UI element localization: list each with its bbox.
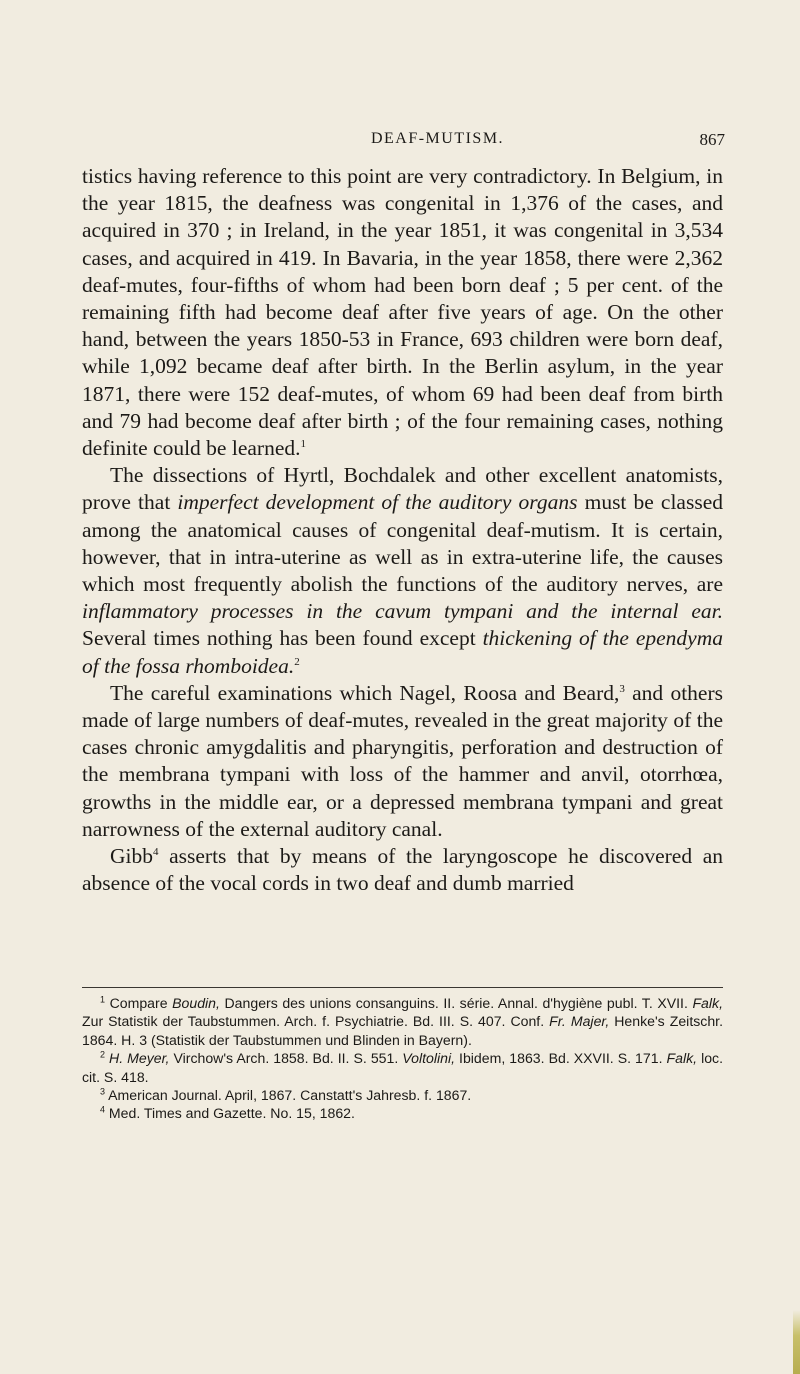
paragraph [82, 462, 723, 680]
italic-text: H. Meyer, [109, 1050, 170, 1067]
text-run: The careful examinations which Nagel, Roosa and Beard, [110, 680, 620, 705]
footnote-ref: 2 [294, 655, 300, 668]
italic-text: inflammatory processes in the cavum tympani and the internal ear. [82, 599, 723, 624]
paragraph [82, 163, 723, 462]
paragraph [82, 843, 723, 897]
text-run: American Journal. April, 1867. Canstatt's Jahresb. f. 1867. [105, 1087, 472, 1104]
text-run: The dissections of Hyrtl, Bochdalek and other excellent anatomists, prove that [82, 463, 723, 515]
text-run: Med. Times and Gazette. No. 15, 1862. [105, 1105, 355, 1122]
footnotes [82, 994, 723, 1123]
footnote-ref: 3 [100, 1086, 106, 1097]
body-text [82, 163, 723, 897]
italic-text: imperfect development of the auditory organs [177, 490, 578, 515]
italic-text: thickening of the ependyma of the fossa rhomboidea. [82, 626, 723, 678]
footnote [82, 1049, 723, 1086]
italic-text: Boudin, [172, 995, 220, 1011]
text-run: Several times nothing has been found except [82, 626, 483, 651]
footnote [82, 1104, 723, 1122]
page-header [150, 130, 725, 154]
page-number: 867 [699, 130, 725, 149]
footnote-ref: 2 [100, 1049, 106, 1060]
text-run: asserts that by means of the laryngoscope he discovered an absence of the vocal cords in two deaf and dumb married [82, 844, 723, 896]
footnote-ref: 4 [153, 845, 159, 858]
italic-text: Falk, [692, 995, 723, 1011]
text-run: Ibidem, 1863. Bd. XXVII. S. 171. [455, 1050, 667, 1067]
running-head: DEAF-MUTISM. [370, 130, 505, 147]
text-run: Gibb [110, 844, 153, 869]
footnote [82, 994, 723, 1049]
paragraph [82, 680, 723, 843]
footnote-ref: 3 [619, 682, 625, 695]
text-run: Dangers des unions consanguins. II. série. Annal. d'hygiène publ. T. XVII. [219, 995, 693, 1011]
text-run: must be classed among the anatomical causes of congenital deaf-mutism. It is certain, however, that in intra-uterine as well as in extra-uterine life, the causes which most frequently abolish the functions of the auditory nerves, are [82, 490, 723, 597]
text-run: Zur Statistik der Taubstummen. Arch. f. Psychiatrie. Bd. III. S. 407. Conf. [82, 1013, 550, 1030]
text-run: and others made of large numbers of deaf-mutes, revealed in the great majority of the cases chronic amygdalitis and pharyngitis, perforation and destruction of the membrana tympani with loss of the hammer and anvil, otorrhœa, growths in the middle ear, or a depressed membrana tympani and great narrowness of the external auditory canal. [82, 680, 723, 841]
footnote [82, 1086, 723, 1104]
text-run: tistics having reference to this point are very contradictory. In Belgium, in the year 1815, the deafness was congenital in 1,376 of the cases, and acquired in 370 ; in Ireland, in the year 1851, it was congenital in 3,534 cases, and acquired in 419. In Bavaria, in the year 1858, there were 2,362 deaf-mutes, four-fifths of whom had been born deaf ; 5 per cent. of the remaining fifth had become deaf after five years of age. On the other hand, between the years 1850-53 in France, 693 children were born deaf, while 1,092 became deaf after birth. In the Berlin asylum, in the year 1871, there were 152 deaf-mutes, of whom 69 had been deaf from birth and 79 had become deaf after birth ; of the four remaining cases, nothing definite could be learned. [82, 164, 723, 461]
page-edge-discoloration [793, 1310, 800, 1374]
italic-text: Fr. Majer, [549, 1013, 610, 1030]
italic-text: Falk, [666, 1050, 698, 1067]
text-run: loc. cit. S. 418. [82, 1050, 724, 1085]
text-run: Virchow's Arch. 1858. Bd. II. S. 551. [169, 1050, 403, 1067]
text-run: Compare [105, 995, 173, 1011]
text-run: Henke's Zeitschr. 1864. H. 3 (Statistik der Taubstummen und Blinden in Bayern). [82, 1013, 723, 1048]
footnote-ref: 1 [100, 994, 106, 1005]
footnote-ref: 4 [100, 1104, 106, 1115]
italic-text: Voltolini, [402, 1050, 456, 1067]
footnote-separator [82, 987, 723, 988]
footnote-ref: 1 [300, 437, 306, 450]
